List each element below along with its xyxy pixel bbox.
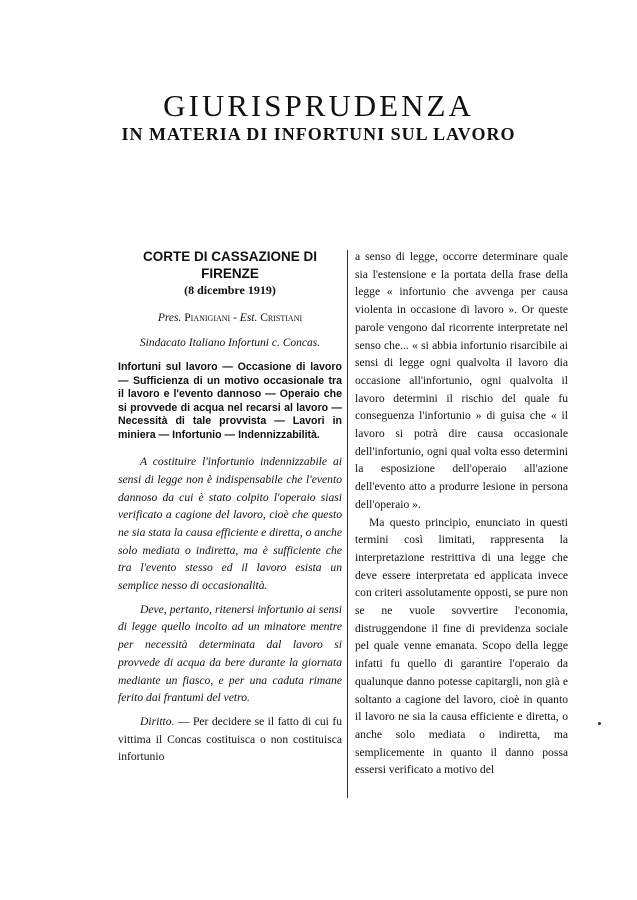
left-column	[118, 248, 342, 766]
pres-label: Pres.	[157, 311, 182, 324]
decision-date: (8 dicembre 1919)	[184, 283, 276, 297]
diritto-paragraph	[118, 713, 342, 766]
court-heading: CORTE DI CASSAZIONE DI FIRENZE	[142, 249, 317, 281]
maxim-paragraph-1: A costituire l'infortunio indennizzabile ai sensi di legge non è indispensabile che l'evento dannoso da cui è stato colpito l'operaio siasi verificato a cagione del lavoro, cioè che questo ne sia stata la causa efficiente e diretta, o anche solo mediata o indiretta, ma è sufficiente che tra l'evento stesso ed il lavoro esista un semplice nesso di occasionalità.	[118, 455, 342, 593]
est-name: Cristiani	[260, 311, 303, 324]
right-column	[355, 248, 568, 779]
diritto-label: Diritto.	[140, 714, 175, 728]
scan-speck	[598, 722, 601, 725]
case-summary: Infortuni sul lavoro — Occasione di lavoro — Sufficienza di un motivo occasionale tra il lavoro e l'evento dannoso — Operaio che si provvede di acqua nel recarsi al lavoro — Necessità di tale provvista — Lavori in miniera — Infortunio — Indennizzabilità.	[118, 361, 342, 441]
diritto-text: — Per decidere se il fatto di cui fu vittima il Concas costituisca o non costituisca infortunio	[118, 714, 342, 764]
maxim-paragraph-2: Deve, pertanto, ritenersi infortunio ai sensi di legge quello incolto ad un minatore mentre per necessità determinata dal lavoro si provvede di acqua da bere durante la giornata mediante un fiasco, e per una caduta rimane ferito dai frantumi del vetro.	[118, 602, 342, 705]
presidency-line	[118, 310, 342, 328]
est-label: - Est.	[233, 311, 258, 324]
page-subtitle: IN MATERIA DI INFORTUNI SUL LAVORO	[121, 124, 516, 144]
pres-name: Pianigiani	[184, 311, 231, 324]
column-divider	[347, 250, 348, 798]
right-paragraph-1: a senso di legge, occorre determinare quale sia l'estensione e la portata della frase della legge « infortunio che avvenga per causa violenta in occasione di lavoro ». Or queste parole vengono dal ricorrente interpretate nel senso che... « si abbia infortunio risarcibile ai sensi di legge ogni qualvolta il lavoro dia occasione all'infortunio, ogni qualvolta il lavoro determini il rischio del quale fu conseguenza l'infortunio » di guisa che « il lavoro si potrà dire causa occasionale dell'infortunio, ogni qual volta esso determini la esposizione dell'operaio all'azione dell'evento atto a produrre lesione in persona dell'operaio ».	[355, 250, 568, 511]
parties-line: Sindacato Italiano Infortuni c. Concas.	[139, 337, 321, 350]
page-title: GIURISPRUDENZA	[163, 88, 474, 123]
right-paragraph-2: Ma questo principio, enunciato in questi termini così limitati, rappresenta la interpretazione restrittiva di una legge che deve essere interpretata ed applicata invece con criteri assolutamente opposti, se pure non se ne vuole sovvertire l'economia, distruggendone il fine di previdenza sociale pel quale venne emanata. Scopo della legge infatti fu quello di garantire l'operaio da qualunque danno potesse capitargli, non già e soltanto a cagione del lavoro, cioè in quanto il lavoro ne sia la causa efficiente e diretta, o anche solo mediata o indiretta, ma semplicemente in quanto il danno possa essersi verificato a motivo del	[355, 515, 568, 777]
